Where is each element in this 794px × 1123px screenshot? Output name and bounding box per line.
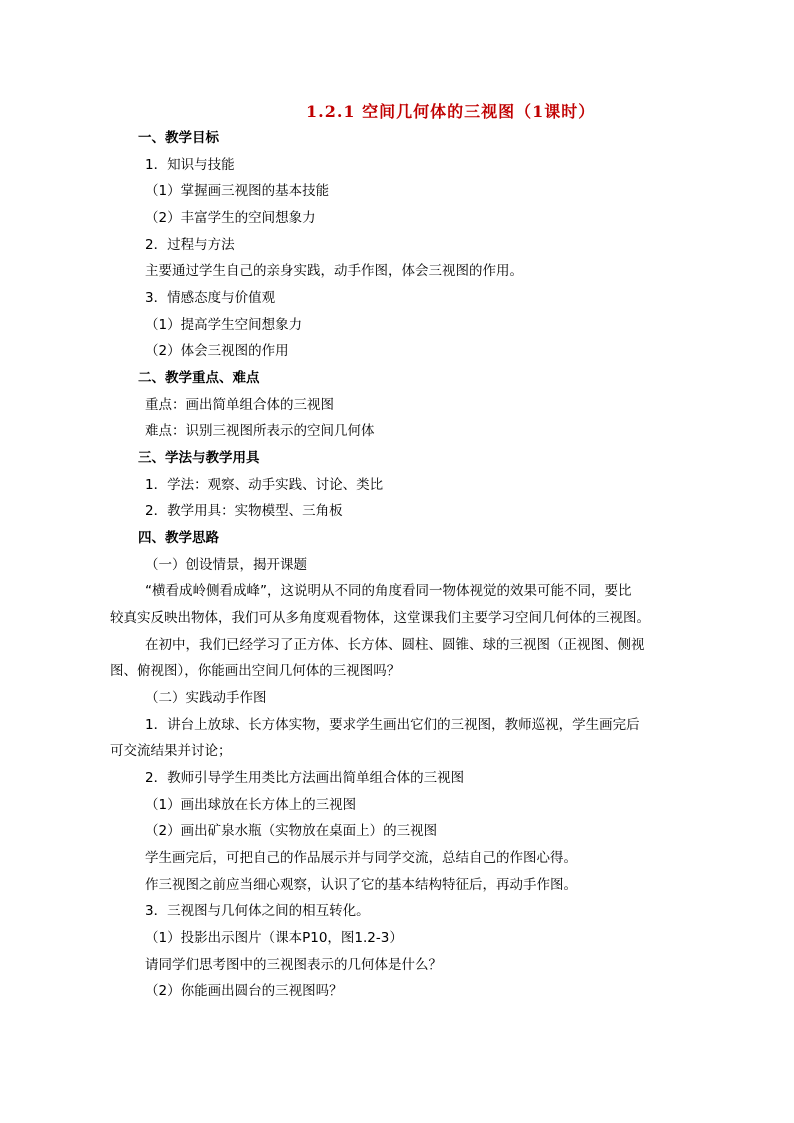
paragraph-line: 难点：识别三视图所表示的空间几何体 bbox=[145, 423, 375, 439]
paragraph-line: （1）画出球放在长方体上的三视图 bbox=[145, 797, 357, 813]
paragraph-line: 主要通过学生自己的亲身实践，动手作图，体会三视图的作用。 bbox=[145, 263, 523, 279]
paragraph-line: “横看成岭侧看成峰”，这说明从不同的角度看同一物体视觉的效果可能不同，要比 bbox=[145, 583, 632, 599]
paragraph-line: （二）实践动手作图 bbox=[145, 690, 267, 706]
paragraph-line: 请同学们思考图中的三视图表示的几何体是什么？ bbox=[145, 957, 442, 973]
paragraph-line: （2）你能画出圆台的三视图吗？ bbox=[145, 983, 343, 999]
paragraph-line: 在初中，我们已经学习了正方体、长方体、圆柱、圆锥、球的三视图（正视图、侧视 bbox=[145, 637, 645, 653]
paragraph-line: （2）画出矿泉水瓶（实物放在桌面上）的三视图 bbox=[145, 823, 438, 839]
paragraph-line: 3．三视图与几何体之间的相互转化。 bbox=[145, 903, 370, 919]
paragraph-line: 学生画完后，可把自己的作品展示并与同学交流，总结自己的作图心得。 bbox=[145, 850, 577, 866]
paragraph-line: （1）掌握画三视图的基本技能 bbox=[145, 183, 330, 199]
paragraph-line: 2．教师引导学生用类比方法画出简单组合体的三视图 bbox=[145, 770, 465, 786]
paragraph-line: 可交流结果并讨论； bbox=[110, 743, 232, 759]
document-title: 1.2.1 空间几何体的三视图（1课时） bbox=[306, 102, 596, 121]
paragraph-line: （一）创设情景，揭开课题 bbox=[145, 557, 307, 573]
section-heading-teaching-ideas: 四、教学思路 bbox=[138, 530, 219, 546]
paragraph-line: 2．教学用具：实物模型、三角板 bbox=[145, 503, 343, 519]
section-heading-objectives: 一、教学目标 bbox=[138, 130, 219, 146]
section-heading-key-points: 二、教学重点、难点 bbox=[138, 370, 260, 386]
section-heading-methods: 三、学法与教学用具 bbox=[138, 450, 260, 466]
paragraph-line: 1．学法：观察、动手实践、讨论、类比 bbox=[145, 477, 384, 493]
paragraph-line: （2）体会三视图的作用 bbox=[145, 343, 289, 359]
paragraph-line: （1）提高学生空间想象力 bbox=[145, 317, 303, 333]
paragraph-line: （2）丰富学生的空间想象力 bbox=[145, 210, 316, 226]
paragraph-line: 较真实反映出物体，我们可从多角度观看物体，这堂课我们主要学习空间几何体的三视图。 bbox=[110, 610, 650, 626]
paragraph-line: 1．讲台上放球、长方体实物，要求学生画出它们的三视图，教师巡视，学生画完后 bbox=[145, 717, 640, 733]
paragraph-line: 1．知识与技能 bbox=[145, 157, 235, 173]
paragraph-line: 作三视图之前应当细心观察，认识了它的基本结构特征后，再动手作图。 bbox=[145, 877, 577, 893]
paragraph-line: 2．过程与方法 bbox=[145, 237, 235, 253]
paragraph-line: 3．情感态度与价值观 bbox=[145, 290, 276, 306]
paragraph-line: 图、俯视图），你能画出空间几何体的三视图吗？ bbox=[110, 663, 401, 679]
paragraph-line: （1）投影出示图片（课本P10，图1.2-3） bbox=[145, 930, 403, 946]
paragraph-line: 重点：画出简单组合体的三视图 bbox=[145, 397, 334, 413]
